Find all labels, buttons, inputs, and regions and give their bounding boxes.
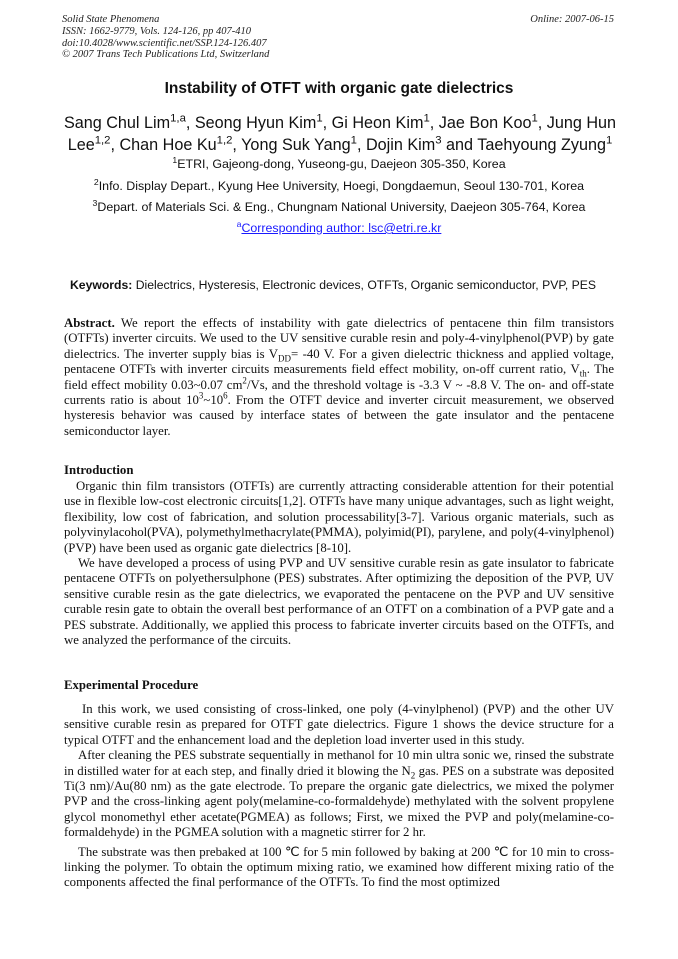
experimental-body — [64, 702, 614, 891]
experimental-heading: Experimental Procedure — [64, 678, 199, 692]
paper-title: Instability of OTFT with organic gate dielectrics — [164, 80, 514, 97]
abstract-label: Abstract. — [64, 316, 115, 330]
author: Jung Hun Lee$^{1,2}$, — [67, 114, 617, 154]
author: Sang Chul Lim$^{1,a}$, — [63, 112, 195, 132]
author: Taehyoung Zyung$^1$ — [477, 134, 613, 154]
journal-copyright: © 2007 Trans Tech Publications Ltd, Switzerland — [62, 49, 270, 61]
author: Chan Hoe Ku$^{1,2}$, — [119, 134, 242, 154]
introduction-heading: Introduction — [64, 463, 134, 477]
affiliation: $^2$Info. Display Depart., Kyung Hee University, Hoegi, Dongdaemun, Seoul 130-701, Korea — [93, 176, 585, 193]
paragraph: Organic thin film transistors (OTFTs) are currently attracting considerable attention for their potential use in flexible low-cost electronic circuits[1,2]. OTFTs have many unique advantages, such as light weight, flexibility, low cost of fabrication, and solution processability[3-7]. Various organic materials, such as polyvinylacohol(PVA), polymethylmethacrylate(PMMA), polyimid(PI), parylene, and poly(4-vinylphenol)(PVP) have been used as organic gate dielectrics [8-10]. — [64, 479, 614, 555]
corresponding-author: $^a$Corresponding author: lsc@etri.re.kr — [236, 218, 442, 235]
paragraph: After cleaning the PES substrate sequentially in methanol for 10 min ultra sonic we, rinsed the substrate in distilled water for at each step, and finally dried it blowing the $N_2$ gas. PES on a substrate was deposited Ti(3 nm)/Au(80 nm) as the gate electrode. To prepare the organic gate dielectrics, we mixed the polymer PVP and the cross-linking agent poly(melamine-co-formaldehyde) methylated with the solvent propylene glycol monomethyl ether acetate(PGMEA) as follows; First, we mixed the PVP and poly(melamine-co-formaldehyde) in the PGMEA solution with a magnetic stirrer for 2 hr. — [64, 748, 614, 840]
journal-issn: ISSN: 1662-9779, Vols. 124-126, pp 407-410 — [62, 25, 251, 37]
journal-name: Solid State Phenomena — [62, 14, 160, 25]
author-list — [54, 112, 626, 156]
paragraph: The substrate was then prebaked at 100 ℃ for 5 min followed by baking at 200 ℃ for 10 min to cross-linking the polymer. To obtain the optimum mixing ratio, we examined how different mixing ratio of the components affected the final performance of the OTFTs. To find the most optimized — [64, 844, 614, 890]
author: Seong Hyun Kim$^1$, — [194, 112, 332, 132]
introduction-body — [64, 479, 614, 648]
paragraph: In this work, we used consisting of cross-linked, one poly (4-vinylphenol) (PVP) and the other UV sensitive curable resin as prepared for OTFT gate dielectrics. Figure 1 shows the device structure for a typical OTFT and the enhancement load and the depletion load inverter used in this study. — [64, 702, 614, 747]
journal-header — [62, 14, 269, 61]
corresponding-email-link[interactable]: Corresponding author: lsc@etri.re.kr — [241, 221, 442, 235]
paragraph: We have developed a process of using PVP and UV sensitive curable resin as gate insulator to fabricate pentacene OTFTs on polyethersulphone (PES) substrates. After optimizing the deposition of the PVP, UV sensitive curable resin as the gate dielectrics, we evaporated the pentacene on the PVP and UV sensitive curable resin gate to obtain the overall best performance of an OTFT on a combination of a PVP gate and a PES substrate. Additionally, we applied this process to fabricate inverter circuits based on the OTFTs, and we analyzed the performance of the circuits. — [64, 556, 614, 648]
author: Dojin Kim$^3$ and — [365, 134, 478, 154]
author: Jae Bon Koo$^1$, — [438, 112, 547, 132]
affiliation: $^1$ETRI, Gajeong-dong, Yuseong-gu, Daejeon 305-350, Korea — [172, 154, 506, 171]
affiliation: $^3$Depart. of Materials Sci. & Eng., Chungnam National University, Daejeon 305-764, Korea — [92, 197, 586, 214]
keywords: Keywords: Dielectrics, Hysteresis, Electronic devices, OTFTs, Organic semiconductor, PVP, PES — [70, 278, 597, 292]
online-date: Online: 2007-06-15 — [530, 14, 614, 25]
author: Gi Heon Kim$^1$, — [331, 112, 439, 132]
author: Yong Suk Yang$^1$, — [241, 134, 366, 154]
abstract: Abstract. We report the effects of instability with gate dielectrics of pentacene thin film transistors (OTFTs) inverter circuits. We used to the UV sensitive curable resin and poly-4-vinylphenol(PVP) by gate dielectrics. The inverter supply bias is $V_{DD}= -40$ V. For a given dielectric thickness and applied voltage, pentacene OTFTs with inverter circuits measurements field effect mobility, on-off current ratio, $V_{th}$. The field effect mobility 0.03~0.07 $cm^2/Vs$, and the threshold voltage is -3.3 V ~ -8.8 V. The on- and off-state currents ratio is about $10^3\sim 10^6$. From the OTFT device and inverter circuit measurement, we observed hysteresis behavior was caused by interface states of between the gate insulator and the pentacene semiconductor layer. — [64, 316, 615, 438]
journal-doi: doi:10.4028/www.scientific.net/SSP.124-126.407 — [62, 37, 267, 49]
